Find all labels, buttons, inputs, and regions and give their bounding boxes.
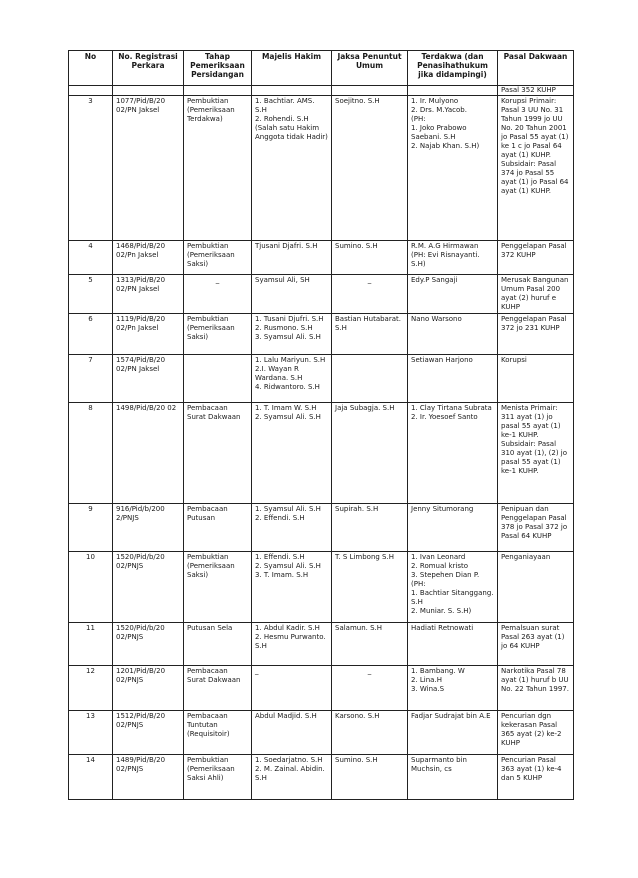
cell-jaksa: _ [332, 275, 408, 314]
cell-terdakwa-line: 3. Wina.S [411, 685, 445, 693]
cell-terdakwa-line: (PH: Evi Risnayanti. S.H) [411, 251, 480, 268]
cell-tahap: _ [184, 275, 252, 314]
cell-pasal: Penipuan dan Penggelapan Pasal 378 jo Pasal 372 jo Pasal 64 KUHP [498, 504, 574, 552]
table-row [69, 623, 574, 666]
cell-pasal: Korupsi [498, 355, 574, 403]
cell-no: 7 [69, 355, 113, 403]
cell-terdakwa [408, 96, 498, 241]
cell-terdakwa [408, 241, 498, 275]
cell-majelis-line: 1. Effendi. S.H [255, 553, 305, 561]
cell-jaksa: Jaja Subagja. S.H [332, 403, 408, 504]
cell-terdakwa-line: 2. Ir. Yoesoef Santo [411, 413, 478, 421]
cell-majelis [252, 96, 332, 241]
cell-tahap: Pembacaan Surat Dakwaan [184, 403, 252, 504]
cell-jaksa: Karsono. S.H [332, 711, 408, 755]
cell-pasal: Menista Primair: 311 ayat (1) jo pasal 55 ayat (1) ke-1 KUHP. Subsidair: Pasal 310 ayat (1), (2) jo pasal 55 ayat (1) ke-1 KUHP. [498, 403, 574, 504]
cell-tahap: Pembuktian (Pemeriksaan Terdakwa) [184, 96, 252, 241]
cell-majelis-line: 2. Hesmu Purwanto. S.H [255, 633, 326, 650]
cell-terdakwa-line: (PH: [411, 580, 426, 588]
cell-jaksa: Sumino. S.H [332, 755, 408, 800]
cell-terdakwa [408, 755, 498, 800]
cell-terdakwa [408, 275, 498, 314]
cell-majelis-line: 1. Tusani Djufri. S.H [255, 315, 324, 323]
header-no: No [69, 51, 113, 86]
cell-terdakwa-line: 1. Ivan Leonard [411, 553, 466, 561]
cell-jaksa: Salamun. S.H [332, 623, 408, 666]
cell-no: 12 [69, 666, 113, 711]
table-row [69, 275, 574, 314]
cell-majelis-line: Abdul Madjid. S.H [255, 712, 317, 720]
cell-registrasi: 1119/Pid/B/20 02/Pn Jaksel [113, 314, 184, 355]
cell-majelis [252, 275, 332, 314]
table-row [69, 755, 574, 800]
cell-terdakwa-line: (PH: [411, 115, 426, 123]
cell-majelis-line: Syamsul Ali, SH [255, 276, 310, 284]
table-row [69, 666, 574, 711]
cell-registrasi: 1077/Pid/B/20 02/PN Jaksel [113, 96, 184, 241]
cell-terdakwa [408, 623, 498, 666]
cell-no: 3 [69, 96, 113, 241]
cell-terdakwa-line: 2. Romual kristo [411, 562, 469, 570]
cell-terdakwa [408, 666, 498, 711]
cell-tahap: Pembacaan Surat Dakwaan [184, 666, 252, 711]
cell-no: 10 [69, 552, 113, 623]
cell-jaksa: _ [332, 666, 408, 711]
cell-majelis [252, 504, 332, 552]
cell-terdakwa [408, 711, 498, 755]
table-row [69, 552, 574, 623]
cell-majelis-line: 1. Bachtiar. AMS. S.H [255, 97, 315, 114]
cell-terdakwa-line: 1. Bachtiar Sitanggang. S.H [411, 589, 494, 606]
cell-registrasi: 916/Pid/b/200 2/PNJS [113, 504, 184, 552]
cell-terdakwa-line: 2. Drs. M.Yacob. [411, 106, 467, 114]
cell-jaksa: Soejitno. S.H [332, 96, 408, 241]
cell-terdakwa-line: 1. Bambang. W [411, 667, 465, 675]
cell-no: 11 [69, 623, 113, 666]
cell-pasal: Pencurian Pasal 363 ayat (1) ke-4 dan 5 KUHP [498, 755, 574, 800]
cell-terdakwa [408, 403, 498, 504]
cell-tahap [184, 355, 252, 403]
cell-tahap: Pembacaan Tuntutan (Requisitoir) [184, 711, 252, 755]
cell-terdakwa-line: 1. Ir. Mulyono [411, 97, 459, 105]
cell-no: 14 [69, 755, 113, 800]
cell-jaksa: Supirah. S.H [332, 504, 408, 552]
cell-terdakwa-line: Suparmanto bin Muchsin, cs [411, 756, 467, 773]
cell-no: 4 [69, 241, 113, 275]
cell-majelis-line: 2.I. Wayan R Wardana. S.H [255, 365, 303, 382]
cell-terdakwa-line: 1. Clay Tirtana Subrata [411, 404, 492, 412]
cell-majelis-line: 3. T. Imam. S.H [255, 571, 309, 579]
cell-majelis-line: (Salah satu Hakim Anggota tidak Hadir) [255, 124, 328, 141]
cell-pasal: Pemalsuan surat Pasal 263 ayat (1) jo 64 KUHP [498, 623, 574, 666]
table-row [69, 504, 574, 552]
cell-no: 8 [69, 403, 113, 504]
cell-tahap: Pembuktian (Pemeriksaan Saksi) [184, 314, 252, 355]
cell-majelis [252, 314, 332, 355]
cell-no: 5 [69, 275, 113, 314]
case-table [68, 50, 574, 800]
cell-terdakwa-line: Setiawan Harjono [411, 356, 473, 364]
cell-majelis [252, 552, 332, 623]
cell-majelis-line: 2. Syamsul Ali. S.H [255, 562, 321, 570]
cell-majelis [252, 666, 332, 711]
header-tahap: Tahap Pemeriksaan Persidangan [184, 51, 252, 86]
cell-majelis-line: 1. Syamsul Ali. S.H [255, 505, 321, 513]
cell-majelis-line: 2. Effendi. S.H [255, 514, 305, 522]
cell-terdakwa-line: Nano Warsono [411, 315, 462, 323]
cell-terdakwa-line: 3. Stepehen Dian P. [411, 571, 480, 579]
cell-terdakwa-line: R.M. A.G Hirmawan [411, 242, 479, 250]
cell-pasal: Korupsi Primair: Pasal 3 UU No. 31 Tahun 1999 jo UU No. 20 Tahun 2001 jo Pasal 55 ayat (1) ke 1 c jo Pasal 64 ayat (1) KUHP. Subsidair: Pasal 374 jo Pasal 55 ayat (1) jo Pasal 64 ayat (1) KUHP. [498, 96, 574, 241]
cell-terdakwa-line: 1. Joko Prabowo Saebani. S.H [411, 124, 467, 141]
cell-registrasi: 1489/Pid/B/20 02/PNJS [113, 755, 184, 800]
cell-registrasi: 1468/Pid/B/20 02/Pn Jaksel [113, 241, 184, 275]
cell-no: 9 [69, 504, 113, 552]
cell-majelis-line: Tjusani Djafri. S.H [255, 242, 318, 250]
table-row [69, 355, 574, 403]
cell-registrasi: 1512/Pid/B/20 02/PNJS [113, 711, 184, 755]
cell-registrasi: 1520/Pid/b/20 02/PNJS [113, 623, 184, 666]
carry-over-pasal: Pasal 352 KUHP [498, 86, 574, 96]
cell-jaksa: Bastian Hutabarat. S.H [332, 314, 408, 355]
cell-majelis-line: 2. Rohendi. S.H [255, 115, 309, 123]
cell-terdakwa [408, 552, 498, 623]
cell-majelis-line: 3. Syamsul Ali. S.H [255, 333, 321, 341]
cell-pasal: Merusak Bangunan Umum Pasal 200 ayat (2) huruf e KUHP [498, 275, 574, 314]
cell-terdakwa [408, 355, 498, 403]
cell-pasal: Pencurian dgn kekerasan Pasal 365 ayat (2) ke-2 KUHP [498, 711, 574, 755]
document-page [68, 50, 573, 800]
header-majelis: Majelis Hakim [252, 51, 332, 86]
cell-majelis [252, 623, 332, 666]
cell-majelis [252, 355, 332, 403]
cell-tahap: Pembuktian (Pemeriksaan Saksi) [184, 552, 252, 623]
table-row [69, 403, 574, 504]
cell-registrasi: 1201/Pid/B/20 02/PNJS [113, 666, 184, 711]
header-jaksa: Jaksa Penuntut Umum [332, 51, 408, 86]
table-row [69, 314, 574, 355]
cell-registrasi: 1574/Pid/B/20 02/PN Jaksel [113, 355, 184, 403]
cell-majelis [252, 755, 332, 800]
header-terdakwa: Terdakwa (dan Penasihathukum jika didampingi) [408, 51, 498, 86]
cell-pasal: Penganiayaan [498, 552, 574, 623]
table-row [69, 96, 574, 241]
cell-majelis-line: 2. M. Zainal. Abidin. S.H [255, 765, 325, 782]
cell-jaksa: T. S Limbong S.H [332, 552, 408, 623]
cell-terdakwa [408, 314, 498, 355]
cell-majelis-line: 1. Soedarjatno. S.H [255, 756, 323, 764]
table-row [69, 241, 574, 275]
header-registrasi: No. Registrasi Perkara [113, 51, 184, 86]
cell-pasal: Narkotika Pasal 78 ayat (1) huruf b UU No. 22 Tahun 1997. [498, 666, 574, 711]
cell-terdakwa-line: 2. Muniar. S. S.H) [411, 607, 472, 615]
cell-tahap: Pembuktian (Pemeriksaan Saksi) [184, 241, 252, 275]
header-row [69, 51, 574, 86]
cell-majelis-line: 1. Abdul Kadir. S.H [255, 624, 320, 632]
cell-majelis-line: 4. Ridwantoro. S.H [255, 383, 320, 391]
cell-tahap: Putusan Sela [184, 623, 252, 666]
cell-majelis [252, 241, 332, 275]
cell-registrasi: 1520/Pid/b/20 02/PNJS [113, 552, 184, 623]
cell-pasal: Penggelapan Pasal 372 jo 231 KUHP [498, 314, 574, 355]
cell-terdakwa-line: Hadiati Retnowati [411, 624, 474, 632]
cell-majelis-line: 1. T. Imam W. S.H [255, 404, 317, 412]
cell-pasal: Penggelapan Pasal 372 KUHP [498, 241, 574, 275]
cell-terdakwa-line: Edy.P Sangaji [411, 276, 458, 284]
cell-registrasi: 1498/Pid/B/20 02 [113, 403, 184, 504]
cell-majelis-line: 2. Rusmono. S.H [255, 324, 313, 332]
cell-no: 13 [69, 711, 113, 755]
cell-terdakwa-line: 2. Lina.H [411, 676, 442, 684]
cell-terdakwa-line: Jenny Situmorang [411, 505, 474, 513]
cell-jaksa [332, 355, 408, 403]
cell-jaksa: Sumino. S.H [332, 241, 408, 275]
cell-terdakwa-line: Fadjar Sudrajat bin A.E [411, 712, 491, 720]
cell-majelis [252, 711, 332, 755]
cell-majelis-line: _ [255, 667, 259, 675]
header-pasal: Pasal Dakwaan [498, 51, 574, 86]
cell-no: 6 [69, 314, 113, 355]
cell-terdakwa-line: 2. Najab Khan. S.H) [411, 142, 480, 150]
cell-tahap: Pembuktian (Pemeriksaan Saksi Ahli) [184, 755, 252, 800]
table-row [69, 711, 574, 755]
cell-majelis-line: 1. Lalu Mariyun. S.H [255, 356, 326, 364]
cell-majelis-line: 2. Syamsul Ali. S.H [255, 413, 321, 421]
cell-terdakwa [408, 504, 498, 552]
cell-majelis [252, 403, 332, 504]
cell-tahap: Pembacaan Putusan [184, 504, 252, 552]
cell-registrasi: 1313/Pid/B/20 02/PN Jaksel [113, 275, 184, 314]
carry-over-row [69, 86, 574, 96]
